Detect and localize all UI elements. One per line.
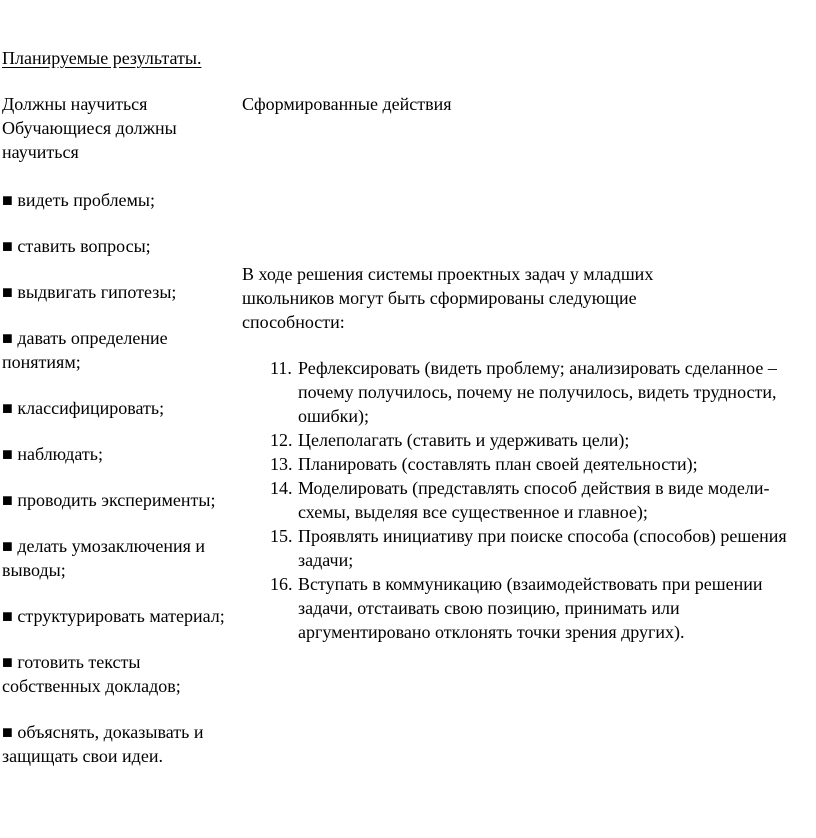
skill-list: [2, 188, 238, 768]
ability-item: [270, 356, 812, 428]
skill-item: ■ давать определение понятиям;: [2, 328, 168, 372]
ability-text: Рефлексировать (видеть проблему; анализировать сделанное – почему получилось, почему не получилось, видеть трудности, ошибки);: [298, 358, 777, 426]
ability-item: [270, 452, 812, 476]
ability-text: Планировать (составлять план своей деятельности);: [298, 454, 698, 474]
ability-item: [270, 476, 812, 524]
skill-item: ■ проводить эксперименты;: [2, 490, 216, 510]
ability-text: Вступать в коммуникацию (взаимодействовать при решении задачи, отстаивать свою позицию, принимать или аргументировано отклонять точки зрения других).: [298, 574, 763, 642]
ability-number: 12.: [270, 430, 293, 450]
skill-item: ■ делать умозаключения и выводы;: [2, 536, 206, 580]
skill-item: ■ структурировать материал;: [2, 606, 225, 626]
skill-item: ■ видеть проблемы;: [2, 190, 156, 210]
skill-item: ■ объяснять, доказывать и защищать свои идеи.: [2, 722, 204, 766]
ability-number: 15.: [270, 526, 293, 546]
ability-number: 11.: [270, 358, 292, 378]
abilities-intro: В ходе решения системы проектных задач у младших школьников могут быть сформированы следующие способности:: [242, 264, 654, 332]
ability-text: Целеполагать (ставить и удерживать цели);: [298, 430, 630, 450]
ability-number: 16.: [270, 574, 293, 594]
learning-outcomes-column: [2, 92, 238, 790]
abilities-list: [270, 356, 812, 644]
left-column-subheading: Обучающиеся должны научиться: [2, 118, 177, 162]
ability-number: 14.: [270, 478, 293, 498]
formed-actions-column: [242, 92, 810, 116]
left-column-heading: Должны научиться: [2, 94, 148, 114]
skill-item: ■ выдвигать гипотезы;: [2, 282, 177, 302]
ability-item: [270, 524, 812, 572]
ability-item: [270, 572, 812, 644]
ability-item: [270, 428, 812, 452]
skill-item: ■ наблюдать;: [2, 444, 103, 464]
skill-item: ■ классифицировать;: [2, 398, 165, 418]
ability-text: Моделировать (представлять способ действия в виде модели-схемы, выделяя все существенное и главное);: [298, 478, 770, 522]
page-title: Планируемые результаты.: [2, 48, 202, 68]
ability-number: 13.: [270, 454, 293, 474]
ability-text: Проявлять инициативу при поиске способа (способов) решения задачи;: [298, 526, 787, 570]
skill-item: ■ ставить вопросы;: [2, 236, 151, 256]
right-column-heading: Сформированные действия: [242, 94, 452, 114]
skill-item: ■ готовить тексты собственных докладов;: [2, 652, 181, 696]
